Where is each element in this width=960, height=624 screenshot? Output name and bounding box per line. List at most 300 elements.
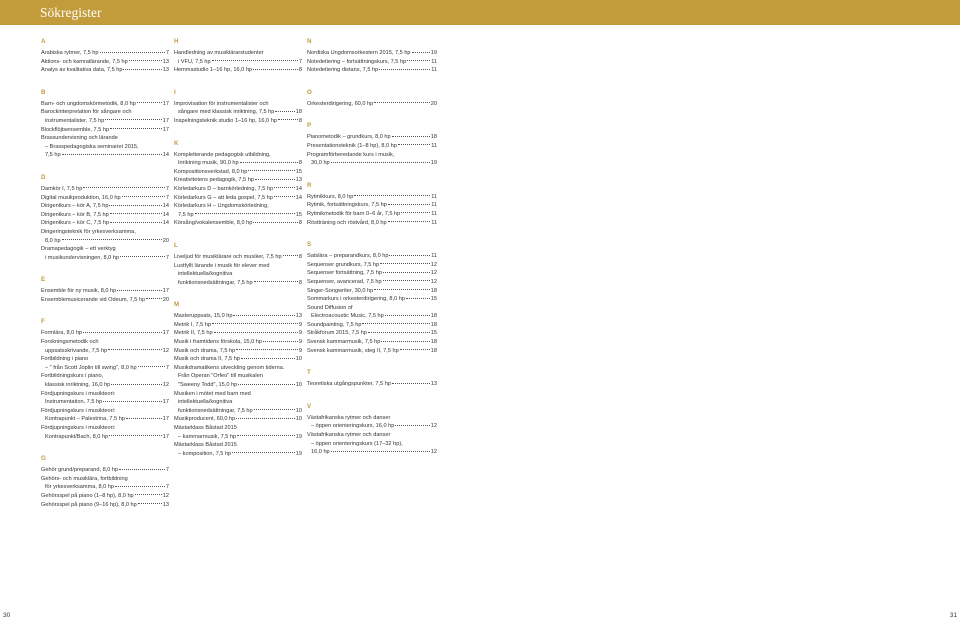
- page-number-right: 31: [949, 612, 957, 619]
- index-section: [307, 369, 437, 389]
- index-entry: [41, 245, 169, 262]
- entry-page-number: 12: [430, 261, 437, 268]
- dot-leader: [383, 280, 430, 281]
- entry-text: Nordiska Ungdomsorkestern 2015, 7,5 hp: [307, 50, 411, 56]
- entry-page-number: 14: [162, 203, 169, 210]
- entry-text: Inspelningsteknik studio 1–16 hp, 16,0 hp: [174, 117, 277, 124]
- entry-text: – komposition, 7,5 hp: [178, 450, 232, 457]
- dot-leader: [105, 119, 161, 120]
- index-entry: [307, 201, 437, 210]
- index-entry: [307, 210, 437, 219]
- entry-text: Barn- och ungdomskörmetodik, 8,0 hp: [41, 100, 136, 107]
- entry-page-number: 14: [162, 211, 169, 218]
- entry-text: Improvisation för instrumentalister och: [174, 100, 269, 107]
- dot-leader: [236, 418, 295, 419]
- entry-page-number: 11: [431, 142, 437, 149]
- entry-text: Presentationsteknik (1–8 hp), 8,0 hp: [307, 142, 397, 149]
- index-entry: [41, 219, 169, 228]
- index-entry: [41, 296, 169, 305]
- entry-line: [174, 415, 302, 424]
- entry-text: Kreativitetens pedagogik, 7,5 hp: [174, 177, 254, 184]
- entry-text: Metrik I, 7,5 hp: [174, 321, 211, 328]
- entry-line: [41, 364, 169, 373]
- entry-page-number: 11: [431, 67, 437, 74]
- entry-line: [41, 58, 169, 67]
- section-letter: S: [307, 241, 312, 249]
- index-entry: [174, 321, 302, 330]
- entry-line: [41, 347, 169, 356]
- dot-leader: [83, 332, 162, 333]
- entry-line: [174, 117, 302, 126]
- entry-text: Musik i framtidens förskola, 15,0 hp: [174, 339, 262, 346]
- entry-text: Musik och drama, 7,5 hp: [174, 347, 236, 354]
- index-entry: [307, 304, 437, 321]
- entry-page-number: 12: [430, 278, 437, 285]
- entry-text: Handledning av musiklärarstudenter: [174, 50, 264, 56]
- index-entry: [307, 66, 437, 75]
- entry-text: Soundpainting, 7,5 hp: [307, 321, 362, 328]
- entry-line: [41, 287, 169, 296]
- entry-text: Röstträning och röstvård, 8,0 hp: [307, 219, 387, 226]
- dot-leader: [138, 503, 162, 504]
- entry-line: [307, 219, 437, 228]
- index-section: [41, 318, 169, 441]
- entry-text: Musikproducent, 60,0 hp: [174, 416, 236, 423]
- entry-text: Körledarkurs D – barnkörledning, 7,5 hp: [174, 185, 274, 192]
- entry-line: [41, 237, 169, 246]
- index-entry: [307, 252, 437, 261]
- entry-text: Metrik II, 7,5 hp: [174, 330, 213, 337]
- entry-page-number: 18: [295, 109, 302, 116]
- index-entry: [41, 211, 169, 220]
- dot-leader: [392, 383, 430, 384]
- index-entry: [174, 355, 302, 364]
- entry-text: funktionsnedsättningar, 7,5 hp: [178, 407, 253, 414]
- entry-text: Körsång/vokalensemble, 8,0 hp: [174, 220, 253, 227]
- index-entry: [174, 253, 302, 262]
- section-letter: E: [41, 276, 46, 284]
- entry-text: Kompositionsverkstad, 8,0 hp: [174, 168, 248, 175]
- entry-text: Electroacoustic Music, 7,5 hp: [311, 313, 384, 320]
- entry-page-number: 12: [430, 270, 437, 277]
- entry-page-number: 17: [162, 399, 169, 406]
- index-entry: [41, 228, 169, 245]
- entry-line: [307, 414, 437, 423]
- index-entry: [174, 424, 302, 441]
- index-entry: [41, 49, 169, 58]
- dot-leader: [83, 187, 165, 188]
- dot-leader: [407, 60, 430, 61]
- entry-text: Fördjupningskurs i musikteori:: [41, 390, 116, 397]
- entry-line: [174, 450, 302, 459]
- entry-line: [41, 108, 169, 117]
- entry-text: Västafrikanska rytmer och danser: [307, 432, 391, 439]
- entry-text: 7,5 hp: [45, 152, 61, 159]
- entry-line: [41, 151, 169, 160]
- dot-leader: [385, 315, 430, 316]
- entry-text: Rytmikkurs, 8,0 hp: [307, 193, 354, 200]
- entry-page-number: 7: [165, 50, 169, 56]
- entry-line: [307, 295, 437, 304]
- index-entry: [307, 142, 437, 151]
- dot-leader: [238, 384, 295, 385]
- entry-line: [41, 424, 169, 433]
- entry-page-number: 13: [295, 313, 302, 320]
- entry-page-number: 10: [295, 416, 302, 423]
- index-section: [41, 455, 169, 509]
- index-section: [41, 276, 169, 304]
- entry-text: Orkesterdirigering, 60,0 hp: [307, 100, 374, 107]
- dot-leader: [368, 332, 430, 333]
- entry-line: [307, 347, 437, 356]
- index-entry: [307, 193, 437, 202]
- dot-leader: [254, 409, 295, 410]
- dot-leader: [248, 170, 294, 171]
- entry-line: [174, 49, 302, 58]
- entry-line: [307, 261, 437, 270]
- dot-leader: [237, 435, 295, 436]
- entry-text: Fortbildningskurs i piano,: [41, 373, 104, 380]
- entry-line: [174, 381, 302, 390]
- entry-text: Fortbildning i piano: [41, 356, 89, 363]
- index-entry: [41, 134, 169, 160]
- dot-leader: [111, 384, 161, 385]
- index-entry: [41, 424, 169, 441]
- entry-line: [174, 159, 302, 168]
- entry-line: [41, 245, 169, 254]
- dot-leader: [146, 298, 162, 299]
- dot-leader: [392, 136, 430, 137]
- entry-line: [307, 312, 437, 321]
- index-entry: [307, 219, 437, 228]
- entry-line: [174, 372, 302, 381]
- entry-text: Hemmastudio 1–16 hp, 16,0 hp: [174, 67, 253, 74]
- index-section: [307, 182, 437, 227]
- entry-text: Ensemblemusicerande vid Odeum, 7,5 hp: [41, 296, 146, 303]
- entry-line: [41, 501, 169, 510]
- index-entry: [41, 466, 169, 475]
- entry-page-number: 15: [430, 330, 437, 337]
- entry-page-number: 19: [430, 160, 437, 167]
- entry-line: [41, 355, 169, 364]
- entry-page-number: 7: [165, 364, 169, 371]
- index-entry: [307, 338, 437, 347]
- entry-line: [174, 312, 302, 321]
- dot-leader: [254, 281, 298, 282]
- entry-text: Pianometodik – grundkurs, 8,0 hp: [307, 134, 391, 141]
- entry-text: Digital musikproduktion, 16,0 hp: [41, 194, 121, 201]
- entry-text: Västafrikanska rytmer och danser: [307, 414, 391, 421]
- entry-text: för yrkesverksamma, 8,0 hp: [45, 484, 115, 491]
- section-letter: T: [307, 369, 311, 377]
- entry-page-number: 20: [162, 237, 169, 244]
- entry-text: Fördjupningskurs i musikteori:: [41, 407, 116, 414]
- entry-line: [307, 201, 437, 210]
- index-entry: [41, 372, 169, 389]
- entry-line: [307, 142, 437, 151]
- index-entry: [307, 269, 437, 278]
- entry-line: [174, 390, 302, 399]
- section-letter: L: [174, 241, 178, 249]
- entry-line: [41, 254, 169, 263]
- index-entry: [41, 58, 169, 67]
- section-letter: A: [41, 38, 46, 45]
- entry-line: [174, 185, 302, 194]
- entry-line: [174, 355, 302, 364]
- entry-text: Mästarklass Båstad 2015: [174, 425, 237, 431]
- entry-line: [174, 58, 302, 67]
- entry-page-number: 19: [295, 450, 302, 457]
- entry-line: [41, 100, 169, 109]
- entry-text: intellektuella/kognitiva: [178, 271, 233, 278]
- entry-text: Körledarkurs G – att leda gospel, 7,5 hp: [174, 194, 273, 201]
- index-entry: [41, 390, 169, 407]
- dot-leader: [108, 349, 162, 350]
- entry-page-number: 9: [298, 321, 302, 328]
- entry-line: [41, 49, 169, 58]
- entry-text: Svensk kammarmusik, 7,5 hp: [307, 339, 381, 346]
- index-section: [174, 242, 302, 287]
- index-entry: [174, 347, 302, 356]
- entry-line: [41, 381, 169, 390]
- dot-leader: [137, 102, 162, 103]
- dot-leader: [126, 418, 162, 419]
- index-entry: [307, 380, 437, 389]
- entry-line: [174, 270, 302, 279]
- entry-page-number: 8: [298, 279, 302, 286]
- entry-text: Brassundervisning och lärande: [41, 135, 118, 142]
- entry-page-number: 14: [295, 185, 302, 192]
- index-entry: [41, 338, 169, 355]
- index-entry: [41, 407, 169, 424]
- dot-leader: [253, 222, 298, 223]
- entry-text: Rytmik, fortsättningskurs, 7,5 hp: [307, 202, 387, 209]
- section-letter: H: [174, 38, 179, 45]
- index-entry: [41, 501, 169, 510]
- entry-page-number: 13: [162, 67, 169, 74]
- entry-line: [307, 66, 437, 75]
- index-entry: [174, 202, 302, 219]
- entry-text: Liveljud för musiklärare och musiker, 7,5 hp: [174, 253, 282, 260]
- section-letter: P: [307, 122, 312, 130]
- entry-line: [41, 202, 169, 211]
- index-entry: [41, 194, 169, 203]
- entry-text: Masteruppsats, 15,0 hp: [174, 313, 233, 320]
- index-entry: [307, 329, 437, 338]
- entry-text: Dirigentkurs – kör A, 7,5 hp: [41, 203, 109, 210]
- entry-text: Sequenser fortsättning, 7,5 hp: [307, 270, 382, 277]
- index-entry: [174, 151, 302, 168]
- entry-line: [41, 407, 169, 416]
- entry-text: Kontrapunkt/Bach, 8,0 hp: [45, 433, 109, 440]
- entry-line: [174, 211, 302, 220]
- index-entry: [174, 415, 302, 424]
- entry-line: [41, 492, 169, 501]
- entry-line: [307, 252, 437, 261]
- entry-text: Ensemble för ny musik, 8,0 hp: [41, 288, 117, 295]
- dot-leader: [383, 272, 430, 273]
- entry-line: [41, 390, 169, 399]
- entry-line: [174, 66, 302, 75]
- entry-line: [41, 466, 169, 475]
- entry-text: 8,0 hp: [45, 237, 61, 244]
- entry-text: – öppen orienteringskurs (17–32 hp),: [311, 440, 403, 447]
- entry-page-number: 11: [431, 58, 437, 65]
- entry-line: [307, 269, 437, 278]
- page-title: Sökregister: [40, 5, 102, 20]
- entry-page-number: 13: [162, 58, 169, 65]
- entry-line: [41, 185, 169, 194]
- entry-line: [307, 321, 437, 330]
- entry-line: [174, 364, 302, 373]
- entry-line: [41, 329, 169, 338]
- entry-page-number: 18: [430, 321, 437, 328]
- entry-text: Musik och drama II, 7,5 hp: [174, 356, 240, 363]
- dot-leader: [354, 195, 430, 196]
- entry-line: [307, 440, 437, 449]
- index-column-3: [307, 38, 437, 471]
- entry-page-number: 9: [298, 347, 302, 354]
- section-letter: K: [174, 139, 179, 147]
- entry-line: [307, 431, 437, 440]
- index-section: [307, 241, 437, 355]
- entry-text: Kontrapunkt – Palestrina, 7,5 hp: [45, 416, 125, 423]
- entry-page-number: 10: [295, 356, 302, 363]
- entry-text: Lustfyllt lärande i musik för elever med: [174, 262, 270, 269]
- index-entry: [174, 219, 302, 228]
- dot-leader: [400, 349, 430, 350]
- entry-line: [307, 100, 437, 109]
- dot-leader: [103, 401, 162, 402]
- section-letter: R: [307, 181, 312, 189]
- entry-page-number: 15: [295, 168, 302, 175]
- dot-leader: [212, 60, 298, 61]
- entry-line: [174, 100, 302, 109]
- entry-text: Dramapedagogik – ett verktyg: [41, 246, 116, 253]
- dot-leader: [62, 239, 162, 240]
- dot-leader: [253, 69, 298, 70]
- section-letter: V: [307, 402, 312, 410]
- index-entry: [307, 431, 437, 457]
- entry-page-number: 13: [162, 501, 169, 508]
- index-entry: [174, 262, 302, 288]
- dot-leader: [331, 451, 430, 452]
- entry-page-number: 12: [430, 423, 437, 430]
- entry-line: [41, 372, 169, 381]
- entry-line: [41, 296, 169, 305]
- entry-page-number: 19: [430, 50, 437, 56]
- entry-page-number: 13: [430, 381, 437, 388]
- dot-leader: [398, 144, 430, 145]
- entry-page-number: 11: [431, 219, 437, 226]
- index-section: [41, 89, 169, 160]
- index-section: [174, 89, 302, 126]
- section-letter: D: [41, 173, 46, 181]
- dot-leader: [401, 212, 430, 213]
- dot-leader: [115, 486, 165, 487]
- index-entry: [174, 117, 302, 126]
- entry-line: [307, 287, 437, 296]
- dot-leader: [129, 60, 162, 61]
- entry-line: [41, 211, 169, 220]
- entry-text: i VFU, 7,5 hp: [178, 58, 211, 65]
- index-entry: [41, 202, 169, 211]
- entry-line: [41, 219, 169, 228]
- entry-page-number: 7: [298, 58, 302, 65]
- entry-page-number: 11: [431, 202, 437, 209]
- dot-leader: [109, 205, 161, 206]
- entry-text: klassisk inriktning, 16,0 hp: [45, 382, 111, 389]
- entry-page-number: 8: [298, 67, 302, 74]
- entry-line: [174, 329, 302, 338]
- index-section: [174, 38, 302, 75]
- index-entry: [174, 66, 302, 75]
- entry-text: Notedetiering distans, 7,5 hp: [307, 67, 379, 74]
- dot-leader: [374, 102, 430, 103]
- index-column-1: [41, 38, 169, 523]
- entry-page-number: 18: [430, 287, 437, 294]
- index-entry: [307, 414, 437, 431]
- entry-text: Arabiska rytmer, 7,5 hp: [41, 50, 99, 56]
- entry-page-number: 9: [298, 339, 302, 346]
- entry-text: Från Operan "Orfeo" till musikalen: [178, 373, 263, 380]
- dot-leader: [412, 52, 430, 53]
- dot-leader: [110, 213, 162, 214]
- entry-line: [174, 347, 302, 356]
- index-entry: [174, 185, 302, 194]
- entry-line: [174, 219, 302, 228]
- entry-line: [307, 210, 437, 219]
- entry-line: [307, 448, 437, 457]
- dot-leader: [283, 255, 298, 256]
- entry-line: [174, 279, 302, 288]
- entry-line: [307, 329, 437, 338]
- entry-text: 30,0 hp: [311, 160, 330, 167]
- entry-line: [41, 194, 169, 203]
- entry-page-number: 10: [295, 382, 302, 389]
- entry-page-number: 12: [162, 382, 169, 389]
- entry-line: [174, 253, 302, 262]
- index-entry: [41, 492, 169, 501]
- index-entry: [41, 475, 169, 492]
- entry-line: [41, 475, 169, 484]
- entry-text: Gehörs- och musiklära, fortbildning: [41, 475, 128, 482]
- entry-text: sångare med klassisk inriktning, 7,5 hp: [178, 109, 275, 116]
- entry-line: [307, 159, 437, 168]
- dot-leader: [110, 222, 162, 223]
- index-entry: [174, 312, 302, 321]
- entry-text: Inriktning musik, 90,0 hp: [178, 160, 239, 167]
- entry-text: Forskningsmetodik och: [41, 339, 99, 346]
- entry-page-number: 8: [298, 160, 302, 167]
- entry-page-number: 8: [298, 220, 302, 227]
- index-entry: [307, 58, 437, 67]
- section-letter: F: [41, 318, 45, 326]
- entry-text: funktionsnedsättningar, 7,5 hp: [178, 279, 253, 286]
- index-entry: [41, 100, 169, 109]
- index-section: [307, 403, 437, 457]
- index-section: [41, 38, 169, 75]
- entry-text: Sommarkurs i orkesterdirigering, 8,0 hp: [307, 296, 405, 303]
- index-entry: [174, 338, 302, 347]
- entry-line: [41, 228, 169, 237]
- index-entry: [174, 441, 302, 458]
- entry-line: [307, 58, 437, 67]
- entry-text: intellektuella/kognitiva: [178, 399, 233, 406]
- dot-leader: [195, 213, 295, 214]
- index-entry: [174, 168, 302, 177]
- section-letter: I: [174, 88, 176, 96]
